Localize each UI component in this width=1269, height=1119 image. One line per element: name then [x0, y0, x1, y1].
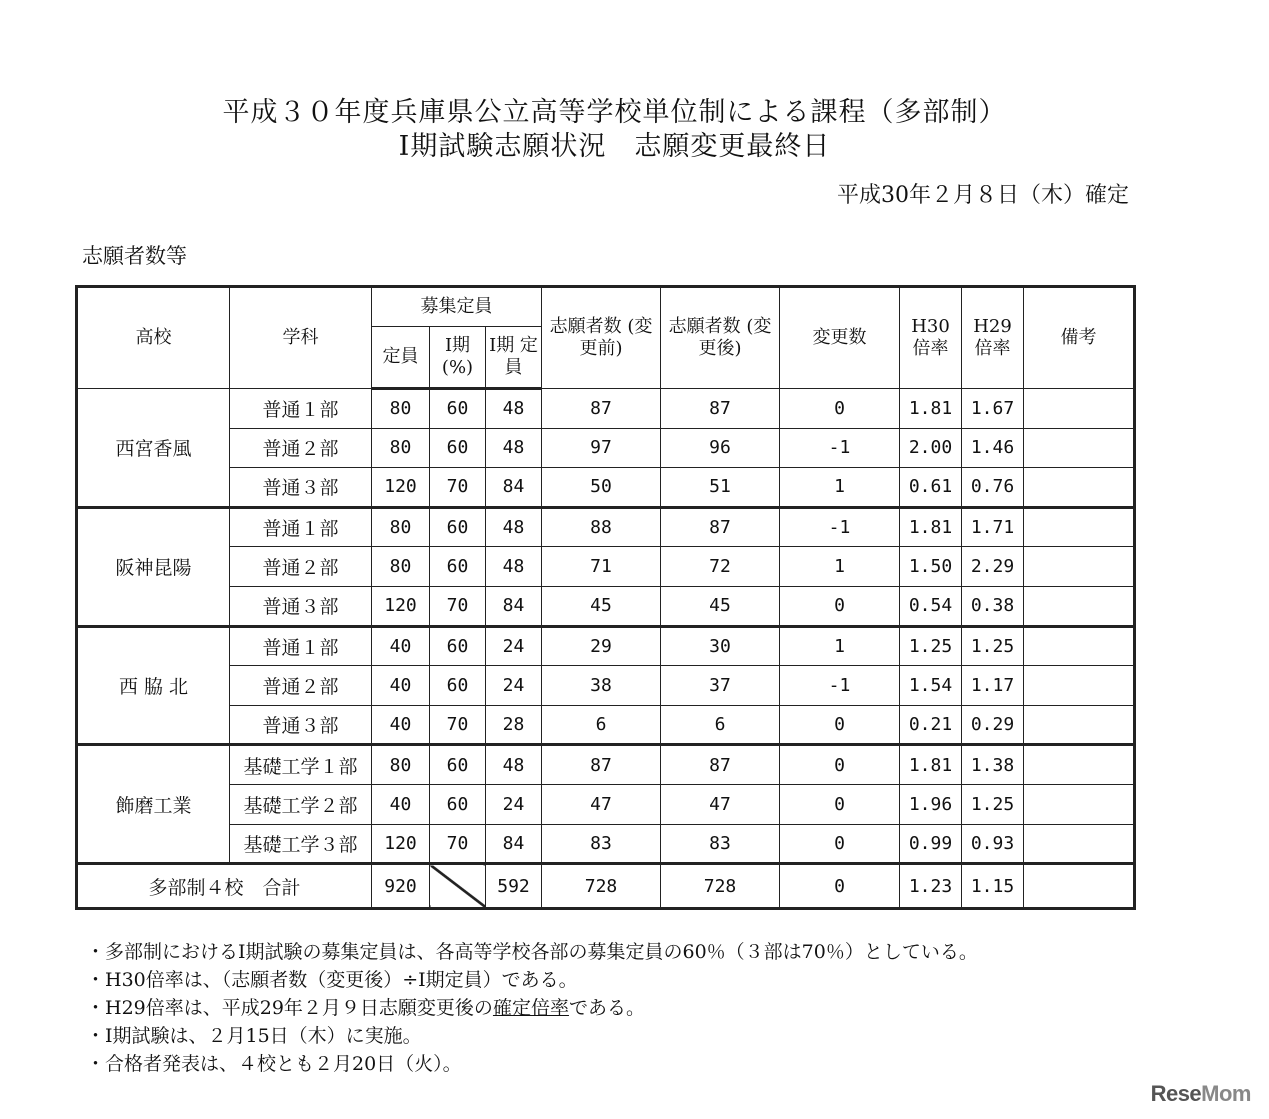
table-cell: 48: [486, 507, 542, 547]
table-cell: 1.54: [900, 666, 962, 706]
table-cell: 1.81: [900, 507, 962, 547]
table-cell: 84: [486, 586, 542, 626]
table-cell: 0.29: [962, 705, 1024, 745]
table-cell: 60: [430, 507, 486, 547]
dept-name: 普通３部: [230, 705, 372, 745]
table-cell: 70: [430, 586, 486, 626]
table-cell: 48: [486, 428, 542, 468]
table-row: [77, 428, 1135, 468]
table-cell: -1: [780, 666, 900, 706]
table-cell: 28: [486, 705, 542, 745]
table-cell: 0: [780, 705, 900, 745]
table-cell: 120: [372, 824, 430, 864]
table-cell: 80: [372, 389, 430, 429]
table-cell: 37: [661, 666, 780, 706]
table-cell: 1.25: [900, 626, 962, 666]
table-cell: 87: [542, 389, 661, 429]
table-cell: 1.71: [962, 507, 1024, 547]
table-cell: 0.21: [900, 705, 962, 745]
table-cell: 51: [661, 468, 780, 508]
notes-cell: [1024, 666, 1135, 706]
table-cell: 47: [661, 784, 780, 824]
table-row: [77, 626, 1135, 666]
header-capacity: 定員: [372, 327, 430, 389]
table-cell: 1.96: [900, 784, 962, 824]
table-cell: 87: [661, 745, 780, 785]
table-cell: 87: [661, 507, 780, 547]
table-cell: 60: [430, 626, 486, 666]
note-4: ・Ⅰ期試験は、２月15日（木）に実施。: [86, 1025, 422, 1047]
notes-cell: [1024, 864, 1135, 909]
table-row: [77, 705, 1135, 745]
footnotes: [86, 938, 978, 1078]
dept-name: 普通３部: [230, 586, 372, 626]
note-3: ・H29倍率は、平成29年２月９日志願変更後の確定倍率である。: [86, 997, 645, 1019]
table-row: [77, 507, 1135, 547]
header-applicants-after: 志願者数 (変更後): [661, 287, 780, 389]
notes-cell: [1024, 507, 1135, 547]
total-cell: 728: [661, 864, 780, 909]
table-cell: 1: [780, 468, 900, 508]
table-cell: 1.81: [900, 745, 962, 785]
table-cell: 1.46: [962, 428, 1024, 468]
total-cell: 1.23: [900, 864, 962, 909]
table-cell: 97: [542, 428, 661, 468]
dept-name: 基礎工学３部: [230, 824, 372, 864]
section-heading: 志願者数等: [82, 244, 187, 268]
table-cell: 24: [486, 626, 542, 666]
table-row: [77, 468, 1135, 508]
school-name: 飾磨工業: [77, 745, 230, 864]
note-5: ・合格者発表は、４校とも２月20日（火）。: [86, 1053, 462, 1075]
table-cell: 0.38: [962, 586, 1024, 626]
table-cell: 70: [430, 468, 486, 508]
table-cell: 0.61: [900, 468, 962, 508]
table-cell: 47: [542, 784, 661, 824]
total-cell: 728: [542, 864, 661, 909]
header-dept: 学科: [230, 287, 372, 389]
slashed-cell: [430, 864, 486, 909]
dept-name: 普通２部: [230, 547, 372, 587]
total-cell: 920: [372, 864, 430, 909]
table-cell: 71: [542, 547, 661, 587]
table-cell: 80: [372, 745, 430, 785]
table-row: [77, 547, 1135, 587]
table-row: [77, 666, 1135, 706]
notes-cell: [1024, 745, 1135, 785]
document-subtitle: Ⅰ期試験志願状況 志願変更最終日: [398, 131, 831, 162]
table-cell: 1: [780, 547, 900, 587]
table-cell: -1: [780, 428, 900, 468]
notes-cell: [1024, 705, 1135, 745]
header-phase1-cap: Ⅰ期 定員: [486, 327, 542, 389]
table-cell: 40: [372, 626, 430, 666]
table-cell: 29: [542, 626, 661, 666]
total-label: 多部制４校 合計: [77, 864, 372, 909]
table-cell: 40: [372, 705, 430, 745]
table-cell: 0: [780, 824, 900, 864]
note-3-underlined: 確定倍率: [492, 997, 569, 1019]
table-cell: 60: [430, 389, 486, 429]
table-cell: 1.17: [962, 666, 1024, 706]
header-school: 高校: [77, 287, 230, 389]
table-cell: 1.25: [962, 626, 1024, 666]
school-name: 西 脇 北: [77, 626, 230, 745]
applicants-table: [75, 285, 1136, 910]
notes-cell: [1024, 784, 1135, 824]
table-row: [77, 586, 1135, 626]
table-cell: 24: [486, 666, 542, 706]
table-cell: 80: [372, 507, 430, 547]
table-row: [77, 824, 1135, 864]
table-row: [77, 745, 1135, 785]
total-cell: 0: [780, 864, 900, 909]
table-cell: 0.93: [962, 824, 1024, 864]
table-cell: 0.54: [900, 586, 962, 626]
table-cell: 6: [542, 705, 661, 745]
table-cell: 0.99: [900, 824, 962, 864]
table-cell: 60: [430, 428, 486, 468]
table-cell: 60: [430, 784, 486, 824]
table-cell: 50: [542, 468, 661, 508]
table-cell: 48: [486, 745, 542, 785]
table-cell: 87: [542, 745, 661, 785]
dept-name: 普通２部: [230, 428, 372, 468]
header-h29: H29 倍率: [962, 287, 1024, 389]
header-notes: 備考: [1024, 287, 1135, 389]
table-cell: 1.81: [900, 389, 962, 429]
table-cell: 2.00: [900, 428, 962, 468]
table-cell: 1.50: [900, 547, 962, 587]
table-cell: 24: [486, 784, 542, 824]
document-title: 平成３０年度兵庫県公立高等学校単位制による課程（多部制）: [222, 97, 1007, 128]
table-cell: 87: [661, 389, 780, 429]
notes-cell: [1024, 547, 1135, 587]
table-cell: 0: [780, 389, 900, 429]
table-cell: 60: [430, 547, 486, 587]
dept-name: 普通１部: [230, 389, 372, 429]
table-cell: 80: [372, 428, 430, 468]
notes-cell: [1024, 824, 1135, 864]
dept-name: 普通１部: [230, 507, 372, 547]
table-cell: 6: [661, 705, 780, 745]
note-1: ・多部制におけるⅠ期試験の募集定員は、各高等学校各部の募集定員の60％（３部は70％）としている。: [86, 941, 978, 963]
header-phase1-pct: Ⅰ期 (%): [430, 327, 486, 389]
dept-name: 基礎工学１部: [230, 745, 372, 785]
table-row: [77, 389, 1135, 429]
table-cell: 1: [780, 626, 900, 666]
header-applicants-before: 志願者数 (変更前): [542, 287, 661, 389]
table-cell: 96: [661, 428, 780, 468]
school-name: 阪神昆陽: [77, 507, 230, 626]
table-cell: 48: [486, 547, 542, 587]
table-cell: 45: [661, 586, 780, 626]
table-cell: 0: [780, 784, 900, 824]
table-cell: 48: [486, 389, 542, 429]
note-2: ・H30倍率は、（志願者数（変更後）÷Ⅰ期定員）である。: [86, 969, 578, 991]
table-cell: 40: [372, 784, 430, 824]
table-cell: 60: [430, 666, 486, 706]
table-cell: 2.29: [962, 547, 1024, 587]
header-h30: H30 倍率: [900, 287, 962, 389]
table-cell: -1: [780, 507, 900, 547]
header-changes: 変更数: [780, 287, 900, 389]
table-cell: 1.25: [962, 784, 1024, 824]
confirmed-date: 平成30年２月８日（木）確定: [837, 183, 1129, 208]
table-cell: 83: [661, 824, 780, 864]
table-cell: 40: [372, 666, 430, 706]
table-cell: 83: [542, 824, 661, 864]
notes-cell: [1024, 468, 1135, 508]
table-cell: 0: [780, 586, 900, 626]
dept-name: 普通２部: [230, 666, 372, 706]
dept-name: 普通１部: [230, 626, 372, 666]
table-cell: 88: [542, 507, 661, 547]
table-cell: 0: [780, 745, 900, 785]
table-cell: 120: [372, 468, 430, 508]
table-cell: 30: [661, 626, 780, 666]
table-cell: 84: [486, 468, 542, 508]
notes-cell: [1024, 428, 1135, 468]
table-cell: 80: [372, 547, 430, 587]
dept-name: 普通３部: [230, 468, 372, 508]
table-cell: 38: [542, 666, 661, 706]
total-cell: 592: [486, 864, 542, 909]
notes-cell: [1024, 626, 1135, 666]
resemom-logo: ReseMom: [1150, 1081, 1251, 1106]
table-cell: 70: [430, 824, 486, 864]
header-recruit: 募集定員: [372, 287, 542, 327]
table-cell: 45: [542, 586, 661, 626]
table-cell: 120: [372, 586, 430, 626]
dept-name: 基礎工学２部: [230, 784, 372, 824]
table-cell: 1.38: [962, 745, 1024, 785]
total-row: [77, 864, 1135, 909]
table-cell: 84: [486, 824, 542, 864]
notes-cell: [1024, 389, 1135, 429]
table-row: [77, 784, 1135, 824]
table-cell: 70: [430, 705, 486, 745]
school-name: 西宮香風: [77, 389, 230, 508]
notes-cell: [1024, 586, 1135, 626]
table-cell: 72: [661, 547, 780, 587]
total-cell: 1.15: [962, 864, 1024, 909]
table-cell: 60: [430, 745, 486, 785]
table-cell: 1.67: [962, 389, 1024, 429]
table-cell: 0.76: [962, 468, 1024, 508]
